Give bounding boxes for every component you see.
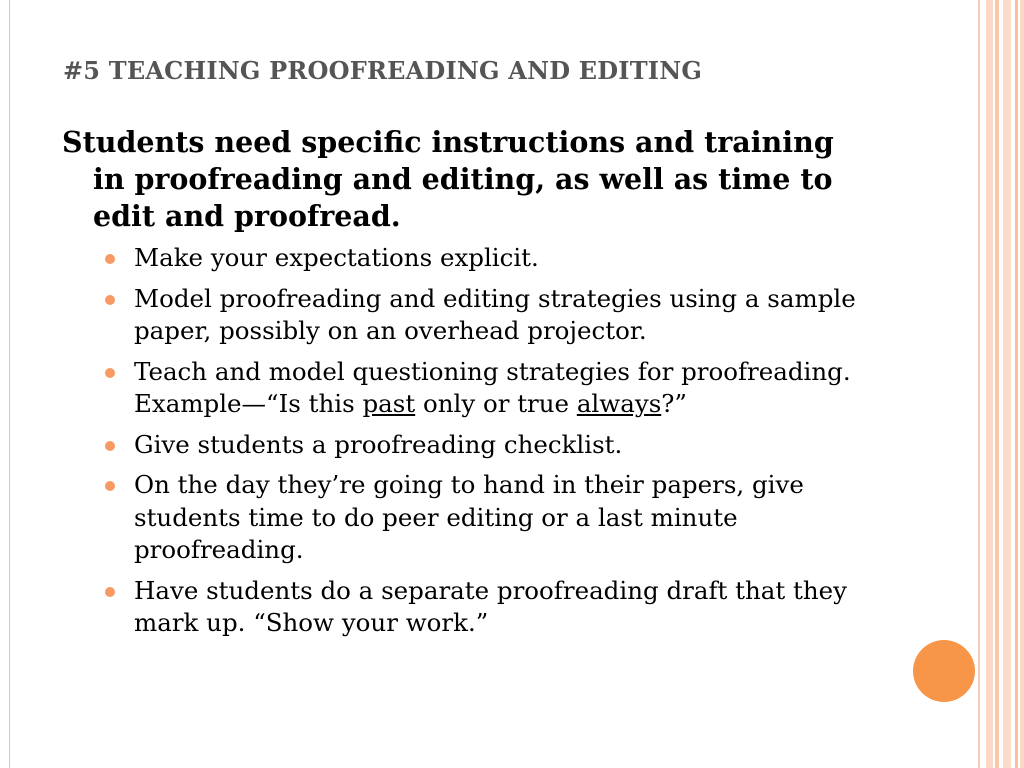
bullet-icon [105, 295, 115, 305]
bullet-icon [105, 481, 115, 491]
bullet-icon [105, 587, 115, 597]
bullet-icon [105, 254, 115, 264]
bullet-item [103, 356, 903, 421]
bullet-text-part: ?” [661, 389, 687, 418]
stripe [995, 0, 999, 768]
bullet-text: Give students a proofreading checklist. [134, 429, 623, 459]
underlined-word-always: always [576, 389, 662, 418]
bullet-icon [105, 441, 115, 451]
bullet-item [103, 469, 903, 567]
bullet-text: On the day they’re going to hand in their papers, give students time to do peer editing or a last minute proofreading. [134, 470, 804, 564]
bullet-list [103, 242, 903, 648]
slide-title: #5 TEACHING PROOFREADING AND EDITING [63, 56, 703, 85]
stripe [986, 0, 993, 768]
underlined-word-past: past [362, 389, 416, 418]
bullet-text-part: Teach and model questioning strategies for proofreading. Example—“Is this [134, 356, 851, 418]
bullet-item [103, 575, 903, 640]
stripe [1020, 0, 1024, 768]
stripe [978, 0, 980, 768]
left-frame-line [9, 0, 10, 768]
bullet-text-part: only or true [415, 389, 577, 418]
bullet-text: Have students do a separate proofreading draft that they mark up. “Show your work.” [134, 575, 847, 637]
stripe [1003, 0, 1011, 768]
main-point: Students need specific instructions and training in proofreading and editing, as well as time to edit and proofread. [62, 125, 834, 233]
bullet-icon [105, 368, 115, 378]
stripe [1015, 0, 1018, 768]
bullet-item [103, 283, 903, 348]
bullet-text: Make your expectations explicit. [134, 243, 539, 272]
right-decorative-stripes [978, 0, 1024, 768]
bullet-item [103, 429, 903, 462]
orange-circle-decoration [913, 640, 975, 702]
bullet-item [103, 242, 903, 275]
bullet-text: Model proofreading and editing strategies using a sample paper, possibly on an overhead projector. [134, 283, 856, 345]
